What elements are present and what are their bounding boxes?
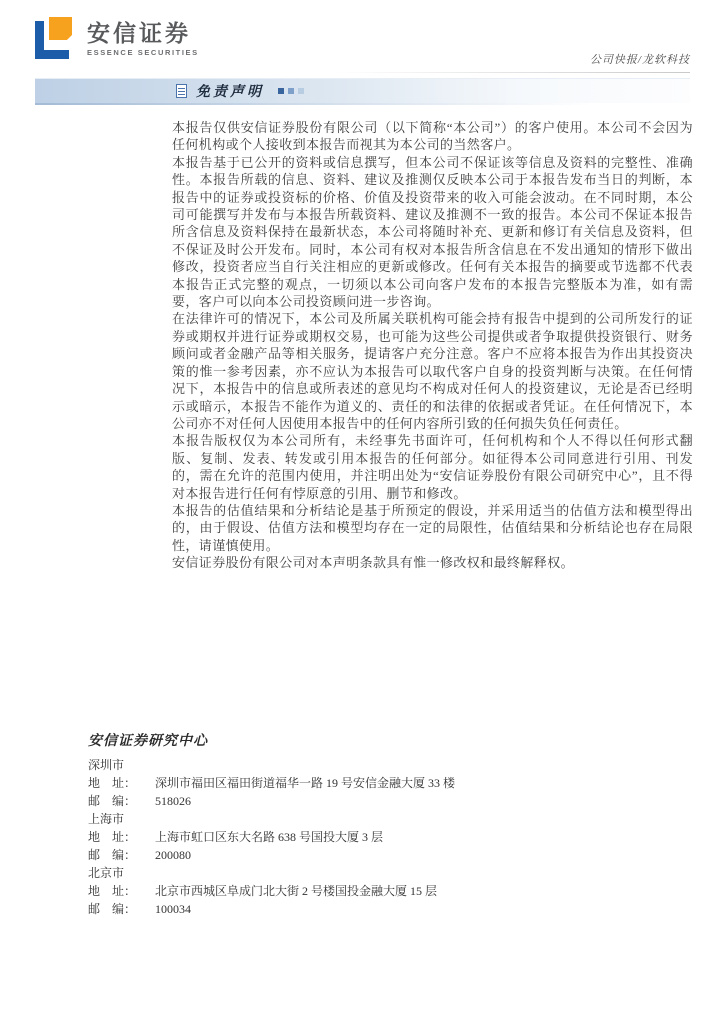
square-dark-blue-icon [278, 88, 284, 94]
disclaimer-paragraph: 本报告仅供安信证券股份有限公司（以下简称“本公司”）的客户使用。本公司不会因为任何机构或个人接收到本报告而视其为本公司的当然客户。 [172, 120, 693, 153]
essence-securities-logo-icon [35, 17, 75, 59]
office-address-row [88, 828, 648, 846]
disclaimer-paragraph: 本报告版权仅为本公司所有，未经事先书面许可，任何机构和个人不得以任何形式翻版、复制、发表、转发或引用本报告的任何部分。如征得本公司同意进行引用、刊发的，需在允许的范围内使用，并注明出处为“安信证券股份有限公司研究中心”，且不得对本报告进行任何有悖原意的引用、删节和修改。 [172, 433, 693, 501]
disclaimer-paragraph: 本报告的估值结果和分析结论是基于所预定的假设，并采用适当的估值方法和模型得出的，由于假设、估值方法和模型均存在一定的局限性，估值结果和分析结论也存在局限性，请谨慎使用。 [172, 502, 693, 553]
office-city: 深圳市 [88, 758, 125, 772]
brand-name-chinese: 安信证券 [87, 20, 191, 46]
zip-value: 518026 [155, 794, 191, 808]
zip-label: 邮 编： [88, 848, 137, 862]
disclaimer-section-title: 免责声明 [196, 85, 264, 100]
zip-value: 200080 [155, 848, 191, 862]
disclaimer-section-bar [35, 78, 690, 103]
office-zip-row [88, 900, 648, 918]
address-label: 地 址： [88, 884, 137, 898]
brand-text [87, 17, 199, 57]
disclaimer-paragraph: 安信证券股份有限公司对本声明条款具有惟一修改权和最终解释权。 [172, 555, 575, 571]
research-center-block [88, 733, 648, 918]
research-center-title: 安信证券研究中心 [88, 734, 208, 749]
disclaimer-paragraph: 在法律许可的情况下，本公司及所属关联机构可能会持有报告中提到的公司所发行的证券或期权并进行证券或期权交易，也可能为这些公司提供或者争取提供投资银行、财务顾问或者金融产品等相关服务，提请客户充分注意。客户不应将本报告为作出其投资决策的惟一参考因素，亦不应认为本报告可以取代客户自身的投资判断与决策。在任何情况下，本报告中的信息或所表述的意见均不构成对任何人的投资建议，无论是否已经明示或暗示，本报告不能作为道义的、责任的和法律的依据或者凭证。在任何情况下，本公司亦不对任何人因使用本报告中的任何内容所引致的任何损失负任何责任。 [172, 311, 693, 431]
address-label: 地 址： [88, 776, 137, 790]
office-city: 北京市 [88, 866, 125, 880]
square-medium-blue-icon [288, 88, 294, 94]
report-type-label: 公司快报/龙软科技 [589, 54, 690, 66]
address-value: 北京市西城区阜成门北大街 2 号楼国投金融大厦 15 层 [155, 884, 438, 898]
logo-orange-square [49, 17, 72, 40]
address-value: 上海市虹口区东大名路 638 号国投大厦 3 层 [155, 830, 384, 844]
office-zip-row [88, 846, 648, 864]
zip-label: 邮 编： [88, 794, 137, 808]
zip-value: 100034 [155, 902, 191, 916]
disclaimer-body [172, 119, 693, 572]
header-divider [335, 72, 690, 73]
zip-label: 邮 编： [88, 902, 137, 916]
office-zip-row [88, 792, 648, 810]
brand-header [35, 17, 199, 59]
square-light-blue-icon [298, 88, 304, 94]
disclaimer-paragraph: 本报告基于已公开的资料或信息撰写，但本公司不保证该等信息及资料的完整性、准确性。本报告所载的信息、资料、建议及推测仅反映本公司于本报告发布当日的判断，本报告中的证券或投资标的价格、价值及投资带来的收入可能会波动。在不同时期，本公司可能撰写并发布与本报告所载资料、建议及推测不一致的报告。本公司不保证本报告所含信息及资料保持在最新状态，本公司将随时补充、更新和修订有关信息及资料，但不保证及时公开发布。同时，本公司有权对本报告所含信息在不发出通知的情形下做出修改，投资者应当自行关注相应的更新或修改。任何有关本报告的摘要或节选都不代表本报告正式完整的观点，一切须以本公司向客户发布的本报告完整版本为准，如有需要，客户可以向本公司投资顾问进一步咨询。 [172, 154, 693, 310]
office-city: 上海市 [88, 812, 125, 826]
document-icon [176, 84, 187, 98]
address-value: 深圳市福田区福田街道福华一路 19 号安信金融大厦 33 楼 [155, 776, 456, 790]
brand-name-english: ESSENCE SECURITIES [87, 48, 199, 58]
address-label: 地 址： [88, 830, 137, 844]
office-address-row [88, 774, 648, 792]
office-address-row [88, 882, 648, 900]
decorative-squares-icon [278, 88, 304, 94]
